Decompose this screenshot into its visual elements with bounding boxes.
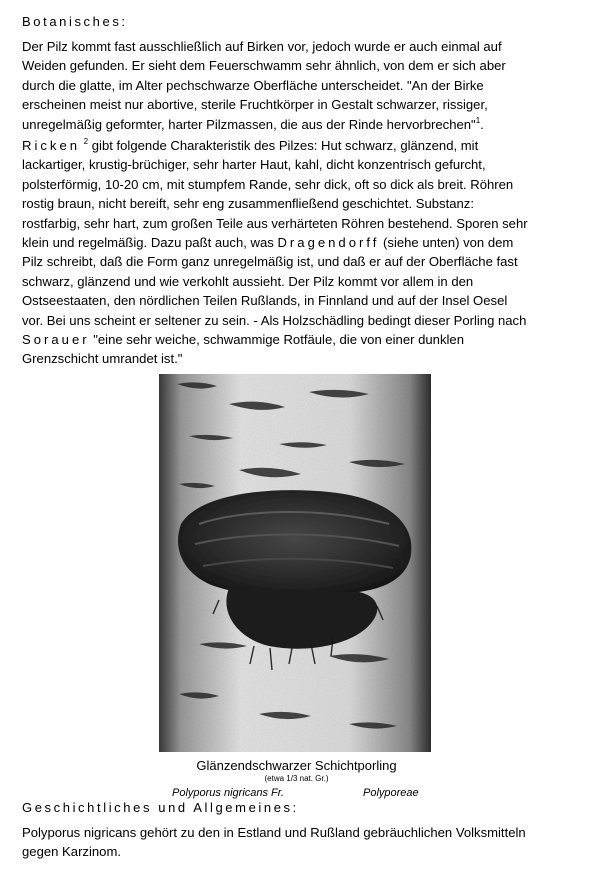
text-line: vor. Bei uns scheint er seltener zu sein. - Als Holzschädling bedingt dieser Porling nach bbox=[22, 312, 527, 328]
fungus-photo bbox=[159, 374, 431, 752]
text-line bbox=[22, 330, 578, 349]
section-heading-geschichtliches: Geschichtliches und Allgemeines: bbox=[22, 800, 299, 815]
text-line bbox=[22, 115, 578, 134]
text-line: Ostseestaaten, den nördlichen Teilen Rußlands, in Finnland und auf der Insel Oesel bbox=[22, 293, 508, 309]
paragraph-geschichtliches bbox=[22, 823, 578, 862]
figure-caption-scale: (etwa 1/3 nat. Gr.) bbox=[264, 774, 329, 783]
text-line: schwarz, glänzend und wie verkohlt aussieht. Der Pilz kommt vor allem in den bbox=[22, 273, 474, 289]
text-segment: . bbox=[480, 116, 484, 132]
paragraph-ricken bbox=[22, 136, 578, 369]
text-line: Weiden gefunden. Er sieht dem Feuerschwamm sehr ähnlich, von dem er sich aber bbox=[22, 58, 506, 74]
figure-caption-title: Glänzendschwarzer Schichtporling bbox=[196, 758, 397, 773]
text-segment: unregelmäßig geformter, harter Pilzmassen, die aus der Rinde hervorbrechen" bbox=[22, 116, 476, 132]
text-line: Polyporus nigricans gehört zu den in Estland und Rußland gebräuchlichen Volksmitteln bbox=[22, 825, 526, 840]
section-heading-botanisches: Botanisches: bbox=[22, 14, 128, 29]
text-line: rostig braun, nicht bereift, sehr eng zusammenfließend geschichtet. Substanz: bbox=[22, 196, 474, 212]
text-line: gegen Karzinom. bbox=[22, 844, 121, 860]
text-line: durch die glatte, im Alter pechschwarze Oberfläche unterscheidet. "An der Birke bbox=[22, 77, 484, 93]
footnote-marker-2: 2 bbox=[83, 137, 89, 146]
figure-latin-name: Polyporus nigricans Fr. bbox=[172, 787, 285, 799]
text-line: rostfarbig, sehr hart, zum großen Teile aus verhärteten Röhren bestehend. Sporen sehr bbox=[22, 215, 528, 231]
text-segment: "eine sehr weiche, schwammige Rotfäule, die von einer dunklen bbox=[93, 332, 464, 348]
text-line: lackartiger, krustig-brüchiger, sehr harter Haut, kahl, dicht konzentrisch gefurcht, bbox=[22, 157, 486, 173]
birch-trunk-illustration bbox=[159, 374, 431, 752]
text-segment: (siehe unten) von dem bbox=[383, 235, 514, 251]
text-line: erscheinen meist nur abortive, sterile Fruchtkörper in Gestalt schwarzer, rissiger, bbox=[22, 97, 488, 113]
text-segment: gibt folgende Charakteristik des Pilzes: Hut schwarz, glänzend, mit bbox=[91, 138, 479, 153]
author-dragendorff: Dragendorff bbox=[277, 235, 380, 251]
text-line bbox=[22, 233, 578, 252]
figure-family-name: Polyporeae bbox=[363, 787, 419, 799]
author-sorauer: Sorauer bbox=[22, 332, 90, 348]
text-line bbox=[22, 136, 578, 155]
text-line: Grenzschicht umrandet ist." bbox=[22, 351, 183, 367]
text-line: Pilz schreibt, daß die Form ganz unregelmäßig ist, und daß er auf der Oberfläche fast bbox=[22, 254, 518, 270]
text-line: Der Pilz kommt fast ausschließlich auf Birken vor, jedoch wurde er auch einmal auf bbox=[22, 39, 502, 54]
text-line: polsterförmig, 10-20 cm, mit stumpfem Rande, sehr dick, oft so dick als breit. Röhren bbox=[22, 176, 514, 192]
paragraph-botanisches bbox=[22, 37, 578, 134]
author-ricken: Ricken bbox=[22, 138, 81, 153]
footnote-marker-1: 1 bbox=[475, 115, 481, 125]
text-segment: klein und regelmäßig. Dazu paßt auch, was bbox=[22, 235, 274, 251]
